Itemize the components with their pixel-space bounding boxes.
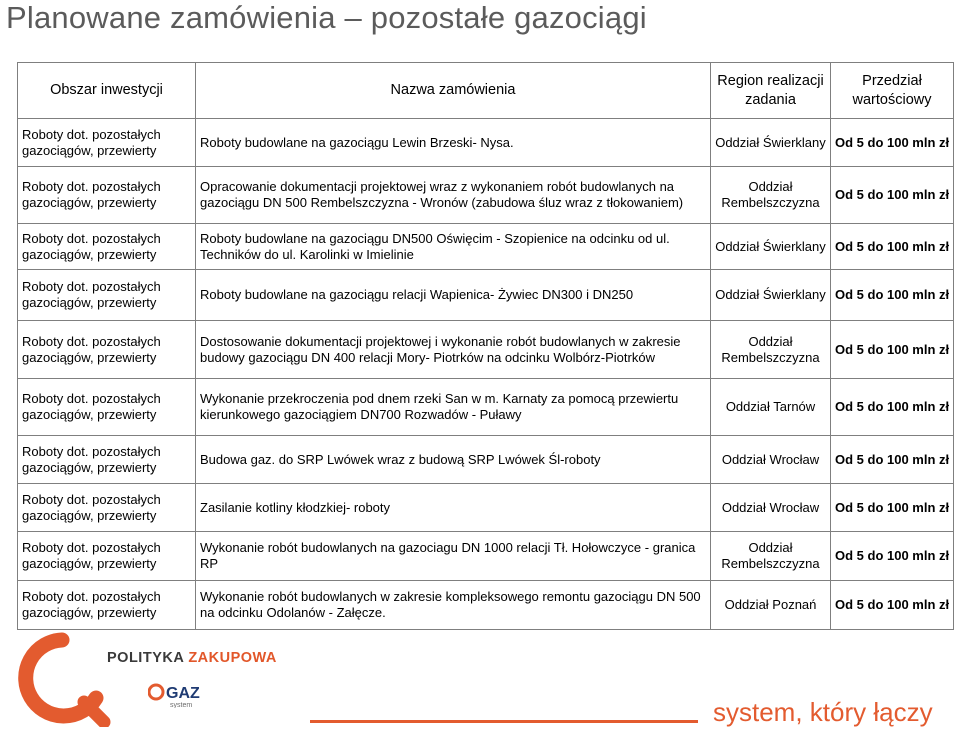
orders-table — [17, 62, 954, 630]
cell-name: Dostosowanie dokumentacji projektowej i wykonanie robót budowlanych w zakresie budowy gazociągu DN 400 relacji Mory- Piotrków na odcinku Wolbórz-Piotrków — [196, 321, 711, 379]
cell-name: Roboty budowlane na gazociągu Lewin Brzeski- Nysa. — [196, 119, 711, 167]
cell-region: Oddział Świerklany — [711, 270, 831, 321]
cell-value: Od 5 do 100 mln zł — [831, 484, 954, 532]
cell-region: Oddział Rembelszczyzna — [711, 167, 831, 224]
cell-area: Roboty dot. pozostałych gazociągów, przewierty — [18, 484, 196, 532]
cell-name: Budowa gaz. do SRP Lwówek wraz z budową SRP Lwówek Śl-roboty — [196, 436, 711, 484]
cell-region: Oddział Rembelszczyzna — [711, 532, 831, 581]
table-row — [18, 224, 954, 270]
cell-area: Roboty dot. pozostałych gazociągów, przewierty — [18, 436, 196, 484]
gaz-logo-text: GAZ — [166, 685, 200, 702]
table-row — [18, 532, 954, 581]
table-row — [18, 167, 954, 224]
cell-area: Roboty dot. pozostałych gazociągów, przewierty — [18, 581, 196, 630]
cell-area: Roboty dot. pozostałych gazociągów, przewierty — [18, 167, 196, 224]
cell-name: Wykonanie przekroczenia pod dnem rzeki San w m. Karnaty za pomocą przewiertu kierunkowego gazociągiem DN700 Rozwadów - Puławy — [196, 379, 711, 436]
cell-name: Roboty budowlane na gazociągu relacji Wapienica- Żywiec DN300 i DN250 — [196, 270, 711, 321]
cell-value: Od 5 do 100 mln zł — [831, 581, 954, 630]
cell-name: Roboty budowlane na gazociągu DN500 Oświęcim - Szopienice na odcinku od ul. Techników do ul. Karolinki w Imielinie — [196, 224, 711, 270]
cell-area: Roboty dot. pozostałych gazociągów, przewierty — [18, 270, 196, 321]
cell-value: Od 5 do 100 mln zł — [831, 224, 954, 270]
cell-area: Roboty dot. pozostałych gazociągów, przewierty — [18, 119, 196, 167]
column-header-name: Nazwa zamówienia — [196, 63, 711, 119]
table-row — [18, 436, 954, 484]
footer-slogan: system, który łączy — [713, 697, 933, 727]
cell-value: Od 5 do 100 mln zł — [831, 532, 954, 581]
table-row — [18, 119, 954, 167]
table-row — [18, 379, 954, 436]
cell-region: Oddział Wrocław — [711, 436, 831, 484]
cell-value: Od 5 do 100 mln zł — [831, 379, 954, 436]
cell-region: Oddział Świerklany — [711, 119, 831, 167]
cell-value: Od 5 do 100 mln zł — [831, 119, 954, 167]
column-header-value: Przedział wartościowy — [831, 63, 954, 119]
table-row — [18, 581, 954, 630]
company-q-logo — [12, 632, 112, 727]
cell-value: Od 5 do 100 mln zł — [831, 270, 954, 321]
brand-tagline — [107, 650, 277, 666]
cell-value: Od 5 do 100 mln zł — [831, 436, 954, 484]
gaz-system-logo — [148, 682, 236, 708]
gaz-logo-sub: system — [170, 702, 193, 708]
brand-part2: ZAKUPOWA — [188, 650, 277, 666]
cell-area: Roboty dot. pozostałych gazociągów, przewierty — [18, 224, 196, 270]
table-row — [18, 484, 954, 532]
column-header-area: Obszar inwestycji — [18, 63, 196, 119]
cell-name: Wykonanie robót budowlanych na gazociagu DN 1000 relacji Tł. Hołowczyce - granica RP — [196, 532, 711, 581]
cell-name: Zasilanie kotliny kłodzkiej- roboty — [196, 484, 711, 532]
cell-region: Oddział Poznań — [711, 581, 831, 630]
cell-value: Od 5 do 100 mln zł — [831, 321, 954, 379]
cell-value: Od 5 do 100 mln zł — [831, 167, 954, 224]
cell-area: Roboty dot. pozostałych gazociągów, przewierty — [18, 321, 196, 379]
cell-region: Oddział Świerklany — [711, 224, 831, 270]
page-title: Planowane zamówienia – pozostałe gazociągi — [6, 0, 647, 35]
cell-region: Oddział Wrocław — [711, 484, 831, 532]
brand-part1: POLITYKA — [107, 650, 184, 666]
cell-area: Roboty dot. pozostałych gazociągów, przewierty — [18, 532, 196, 581]
cell-name: Wykonanie robót budowlanych w zakresie kompleksowego remontu gazociągu DN 500 na odcinku Odolanów - Załęcze. — [196, 581, 711, 630]
cell-region: Oddział Tarnów — [711, 379, 831, 436]
column-header-region: Region realizacji zadania — [711, 63, 831, 119]
cell-name: Opracowanie dokumentacji projektowej wraz z wykonaniem robót budowlanych na gazociągu DN 500 Rembelszczyzna - Wronów (zabudowa śluz wraz z tłokowaniem) — [196, 167, 711, 224]
cell-area: Roboty dot. pozostałych gazociągów, przewierty — [18, 379, 196, 436]
table-row — [18, 270, 954, 321]
cell-region: Oddział Rembelszczyzna — [711, 321, 831, 379]
table-row — [18, 321, 954, 379]
footer-rule — [310, 720, 698, 723]
